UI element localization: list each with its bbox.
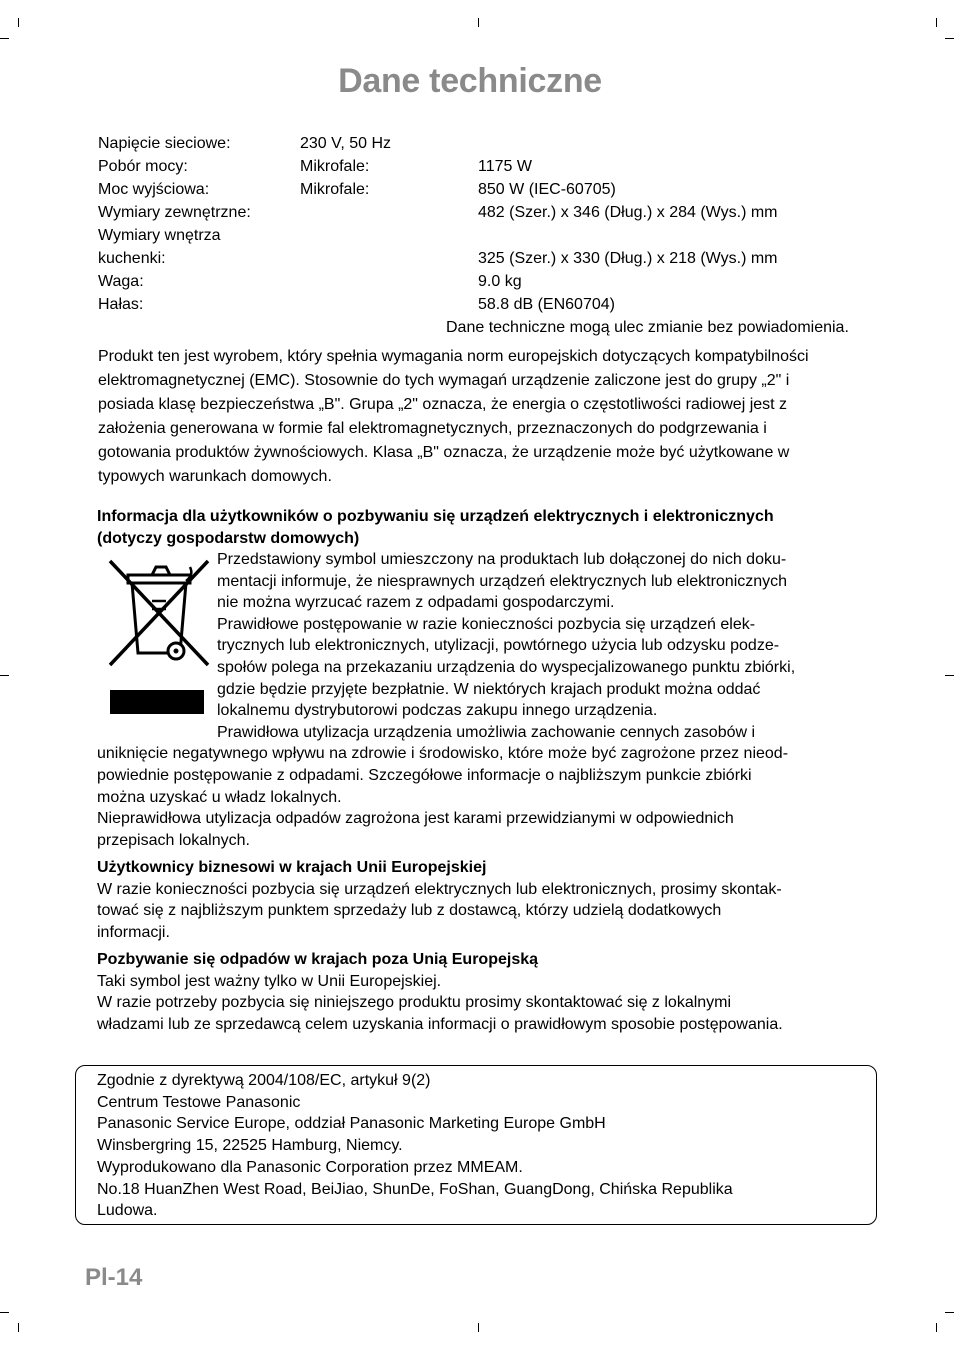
spec-label: Waga:	[98, 273, 144, 290]
business-line: W razie konieczności pozbycia się urządzeń elektrycznych lub elektronicznych, prosimy skontak-	[97, 880, 782, 898]
spec-label: Moc wyjściowa:	[98, 181, 210, 198]
page-title: Dane techniczne	[338, 62, 602, 100]
disposal-line: nie można wyrzucać razem z odpadami gospodarczymi.	[217, 594, 615, 612]
box-line: No.18 HuanZhen West Road, BeiJiao, ShunDe, FoShan, GuangDong, Chińska Republika	[97, 1180, 733, 1198]
emc-line: posiada klasę bezpieczeństwa „B". Grupa „2" oznacza, że energia o częstotliwości radiowej jest z	[98, 396, 788, 413]
spec-sub: Mikrofale:	[300, 158, 370, 175]
disposal-line: mentacji informuje, że niesprawnych urządzeń elektrycznych lub elektronicznych	[217, 572, 788, 590]
spec-label: Napięcie sieciowe:	[98, 135, 231, 152]
disposal-heading: (dotyczy gospodarstw domowych)	[97, 530, 360, 547]
crop-mark	[0, 675, 9, 676]
spec-sub: Mikrofale:	[300, 181, 370, 198]
outside-eu-line: Taki symbol jest ważny tylko w Unii Europejskiej.	[97, 972, 442, 990]
crop-mark	[945, 38, 954, 39]
spec-label: Wymiary wnętrza	[98, 227, 221, 244]
emc-line: gotowania produktów żywnościowych. Klasa „B" oznacza, że urządzenie może być użytkowane w	[98, 444, 790, 461]
box-line: Zgodnie z dyrektywą 2004/108/EC, artykuł 9(2)	[97, 1072, 431, 1089]
outside-eu-line: W razie potrzeby pozbycia się niniejszego produktu prosimy skontaktować się z lokalnymi	[97, 994, 732, 1012]
spec-sub: 230 V, 50 Hz	[300, 135, 392, 152]
spec-note: Dane techniczne mogą ulec zmianie bez powiadomienia.	[446, 319, 849, 336]
disposal-line: przepisach lokalnych.	[97, 831, 250, 849]
disposal-line: powiednie postępowanie z odpadami. Szczegółowe informacje o najbliższym punkcie zbiórki	[97, 767, 752, 784]
page-number: Pl-14	[85, 1264, 143, 1291]
crop-mark	[18, 1323, 19, 1332]
spec-label: Hałas:	[98, 296, 144, 313]
crop-mark	[936, 18, 937, 27]
business-line: informacji.	[97, 923, 170, 941]
directive-info-text	[97, 1070, 733, 1222]
spec-label: Pobór mocy:	[98, 158, 188, 175]
disposal-line: można uzyskać u władz lokalnych.	[97, 788, 342, 806]
weee-black-bar	[110, 690, 204, 714]
spec-value: 325 (Szer.) x 330 (Dług.) x 218 (Wys.) mm	[478, 250, 778, 267]
business-line: tować się z najbliższym punktem sprzedaży lub z dostawcą, którzy udzielą dodatkowych	[97, 902, 722, 920]
crop-mark	[478, 18, 479, 27]
disposal-line: Przedstawiony symbol umieszczony na produktach lub dołączonej do nich doku-	[217, 551, 787, 568]
crop-mark	[936, 1323, 937, 1332]
emc-line: typowych warunkach domowych.	[98, 468, 332, 485]
disposal-line: Prawidłowa utylizacja urządzenia umożliwia zachowanie cennych zasobów i	[217, 723, 756, 741]
emc-line: założenia generowana w formie fal elektromagnetycznych, przeznaczonych do podgrzewania i	[98, 420, 767, 437]
crop-mark	[945, 675, 954, 676]
crop-mark	[0, 38, 9, 39]
emc-line: elektromagnetycznej (EMC). Stosownie do tych wymagań urządzenie zaliczone jest do grupy „2" i	[98, 372, 790, 389]
spec-value: 9.0 kg	[478, 273, 522, 290]
spec-value: 482 (Szer.) x 346 (Dług.) x 284 (Wys.) mm	[478, 204, 778, 221]
disposal-line: lokalnemu dystrybutorowi podczas zakupu innego urządzenia.	[217, 702, 658, 720]
outside-eu-line: władzami lub ze sprzedawcą celem uzyskania informacji o prawidłowym sposobie postępowania.	[97, 1015, 783, 1033]
spec-value: 850 W (IEC-60705)	[478, 181, 616, 198]
disposal-heading: Informacja dla użytkowników o pozbywaniu się urządzeń elektrycznych i elektronicznych	[97, 508, 774, 525]
box-line: Panasonic Service Europe, oddział Panasonic Marketing Europe GmbH	[97, 1115, 606, 1133]
spec-label: kuchenki:	[98, 250, 166, 267]
disposal-line: trycznych lub elektronicznych, utylizacji, powtórnego użycia lub odzysku podze-	[217, 637, 780, 655]
disposal-line: Nieprawidłowa utylizacja odpadów zagrożona jest karami przewidzianymi w odpowiednich	[97, 810, 734, 828]
spec-label: Wymiary zewnętrzne:	[98, 204, 251, 221]
outside-eu-heading: Pozbywanie się odpadów w krajach poza Unią Europejską	[97, 951, 539, 968]
box-line: Wyprodukowano dla Panasonic Corporation przez MMEAM.	[97, 1158, 523, 1176]
emc-line: Produkt ten jest wyrobem, który spełnia wymagania norm europejskich dotyczących kompatybilności	[98, 348, 809, 365]
crossed-out-wheelie-bin-icon	[104, 553, 214, 673]
box-line: Ludowa.	[97, 1202, 158, 1220]
business-heading: Użytkownicy biznesowi w krajach Unii Europejskiej	[97, 859, 487, 876]
disposal-line: gdzie będzie przyjęte bezpłatnie. W niektórych krajach produkt można oddać	[217, 680, 761, 698]
box-line: Centrum Testowe Panasonic	[97, 1093, 301, 1111]
box-line: Winsbergring 15, 22525 Hamburg, Niemcy.	[97, 1137, 403, 1155]
spec-value: 1175 W	[478, 158, 532, 175]
crop-mark	[18, 18, 19, 27]
disposal-line: Prawidłowe postępowanie w razie konieczności pozbycia się urządzeń elek-	[217, 615, 756, 633]
disposal-line: społów polega na przekazaniu urządzenia do wyspecjalizowanego punktu zbiórki,	[217, 659, 796, 676]
crop-mark	[0, 1312, 9, 1313]
disposal-line: uniknięcie negatywnego wpływu na zdrowie i środowisko, które może być zagrożone przez nieod-	[97, 745, 789, 763]
crop-mark	[945, 1312, 954, 1313]
spec-value: 58.8 dB (EN60704)	[478, 296, 615, 313]
crop-mark	[478, 1323, 479, 1332]
